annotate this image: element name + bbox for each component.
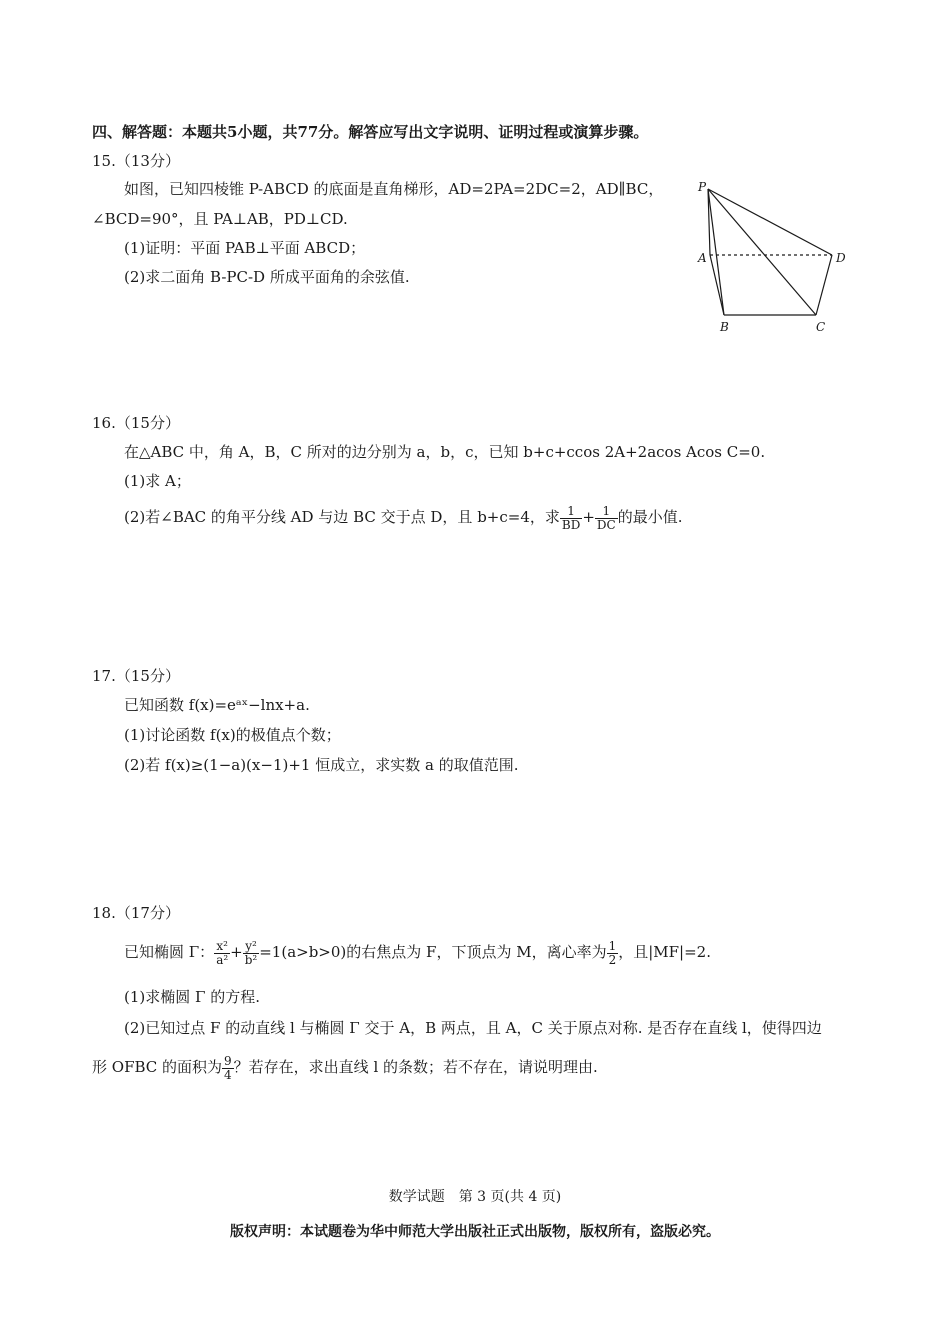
q15-number: 15.（13分） <box>92 152 180 170</box>
q15-part1: (1)证明：平面 PAB⊥平面 ABCD； <box>124 239 366 257</box>
fraction-9-over-4 <box>222 1055 234 1082</box>
q18-line1-mid: =1(a>b>0)的右焦点为 F，下顶点为 M，离心率为 <box>259 943 607 961</box>
plus-sign: + <box>582 508 595 526</box>
q16-part1: (1)求 A； <box>124 472 191 490</box>
pyramid-figure <box>690 175 860 340</box>
q18-line1 <box>124 935 711 969</box>
frac-denominator: a² <box>216 952 229 967</box>
q18-part2-pre: 形 OFBC 的面积为 <box>92 1058 223 1076</box>
fraction-1-over-2 <box>607 940 619 967</box>
frac-denominator: DC <box>596 517 616 532</box>
frac-denominator: b² <box>244 952 258 967</box>
frac-numerator: x² <box>214 940 230 954</box>
frac-numerator: 1 <box>560 505 582 519</box>
q17-part2: (2)若 f(x)≥(1−a)(x−1)+1 恒成立，求实数 a 的取值范围. <box>124 756 519 774</box>
q18-line1-post: ，且|MF|=2. <box>618 943 711 961</box>
frac-numerator: y² <box>243 940 260 954</box>
q18-part2-line1: (2)已知过点 F 的动直线 l 与椭圆 Γ 交于 A，B 两点，且 A，C 关于原点对称. 是否存在直线 l，使得四边 <box>124 1019 822 1037</box>
q15-line1: 如图，已知四棱锥 P-ABCD 的底面是直角梯形，AD=2PA=2DC=2，AD∥BC， <box>124 180 664 198</box>
q18-part1: (1)求椭圆 Γ 的方程. <box>124 988 260 1006</box>
page-footer-info: 数学试题 第 3 页(共 4 页) <box>388 1189 562 1205</box>
q17-line1: 已知函数 f(x)=eᵃˣ−lnx+a. <box>124 696 310 714</box>
q15-line2: ∠BCD=90°，且 PA⊥AB，PD⊥CD. <box>92 210 348 228</box>
q18-part2-post: ？若存在，求出直线 l 的条数；若不存在，请说明理由. <box>233 1058 598 1076</box>
frac-denominator: 2 <box>608 952 617 967</box>
frac-numerator: 9 <box>224 1053 232 1068</box>
edge-PD <box>708 189 832 255</box>
fraction-y2-over-b2 <box>243 940 260 967</box>
frac-numerator: 1 <box>595 505 618 519</box>
edge-CD <box>816 255 832 315</box>
plus-sign: + <box>230 943 243 961</box>
q16-part2 <box>124 500 683 534</box>
q16-line1: 在△ABC 中，角 A，B，C 所对的边分别为 a，b，c，已知 b+c+ccos 2A+2acos Acos C=0. <box>124 443 766 461</box>
q18-number: 18.（17分） <box>92 904 180 922</box>
q15-part2: (2)求二面角 B-PC-D 所成平面角的余弦值. <box>124 268 410 286</box>
frac-denominator: 4 <box>224 1067 232 1082</box>
label-P: P <box>698 180 707 194</box>
label-D: D <box>836 251 846 265</box>
q16-part2-pre: (2)若∠BAC 的角平分线 AD 与边 BC 交于点 D，且 b+c=4，求 <box>124 508 560 526</box>
copyright-notice: 版权声明：本试题卷为华中师范大学出版社正式出版物，版权所有，盗版必究。 <box>230 1224 720 1240</box>
q16-part2-post: 的最小值. <box>617 508 683 526</box>
fraction-x2-over-a2 <box>214 940 230 967</box>
label-B: B <box>720 320 729 334</box>
frac-numerator: 1 <box>608 938 617 953</box>
q16-number: 16.（15分） <box>92 414 180 432</box>
label-C: C <box>816 320 826 334</box>
fraction-1-over-DC <box>595 505 618 532</box>
frac-denominator: BD <box>561 517 581 532</box>
q17-number: 17.（15分） <box>92 667 180 685</box>
section-header: 四、解答题：本题共5小题，共77分。解答应写出文字说明、证明过程或演算步骤。 <box>92 123 649 141</box>
fraction-1-over-BD <box>560 505 582 532</box>
edge-PC <box>708 189 816 315</box>
q18-line1-pre: 已知椭圆 Γ： <box>124 943 215 961</box>
label-A: A <box>698 251 707 265</box>
q18-part2-line2 <box>92 1050 598 1084</box>
q17-part1: (1)讨论函数 f(x)的极值点个数； <box>124 726 341 744</box>
